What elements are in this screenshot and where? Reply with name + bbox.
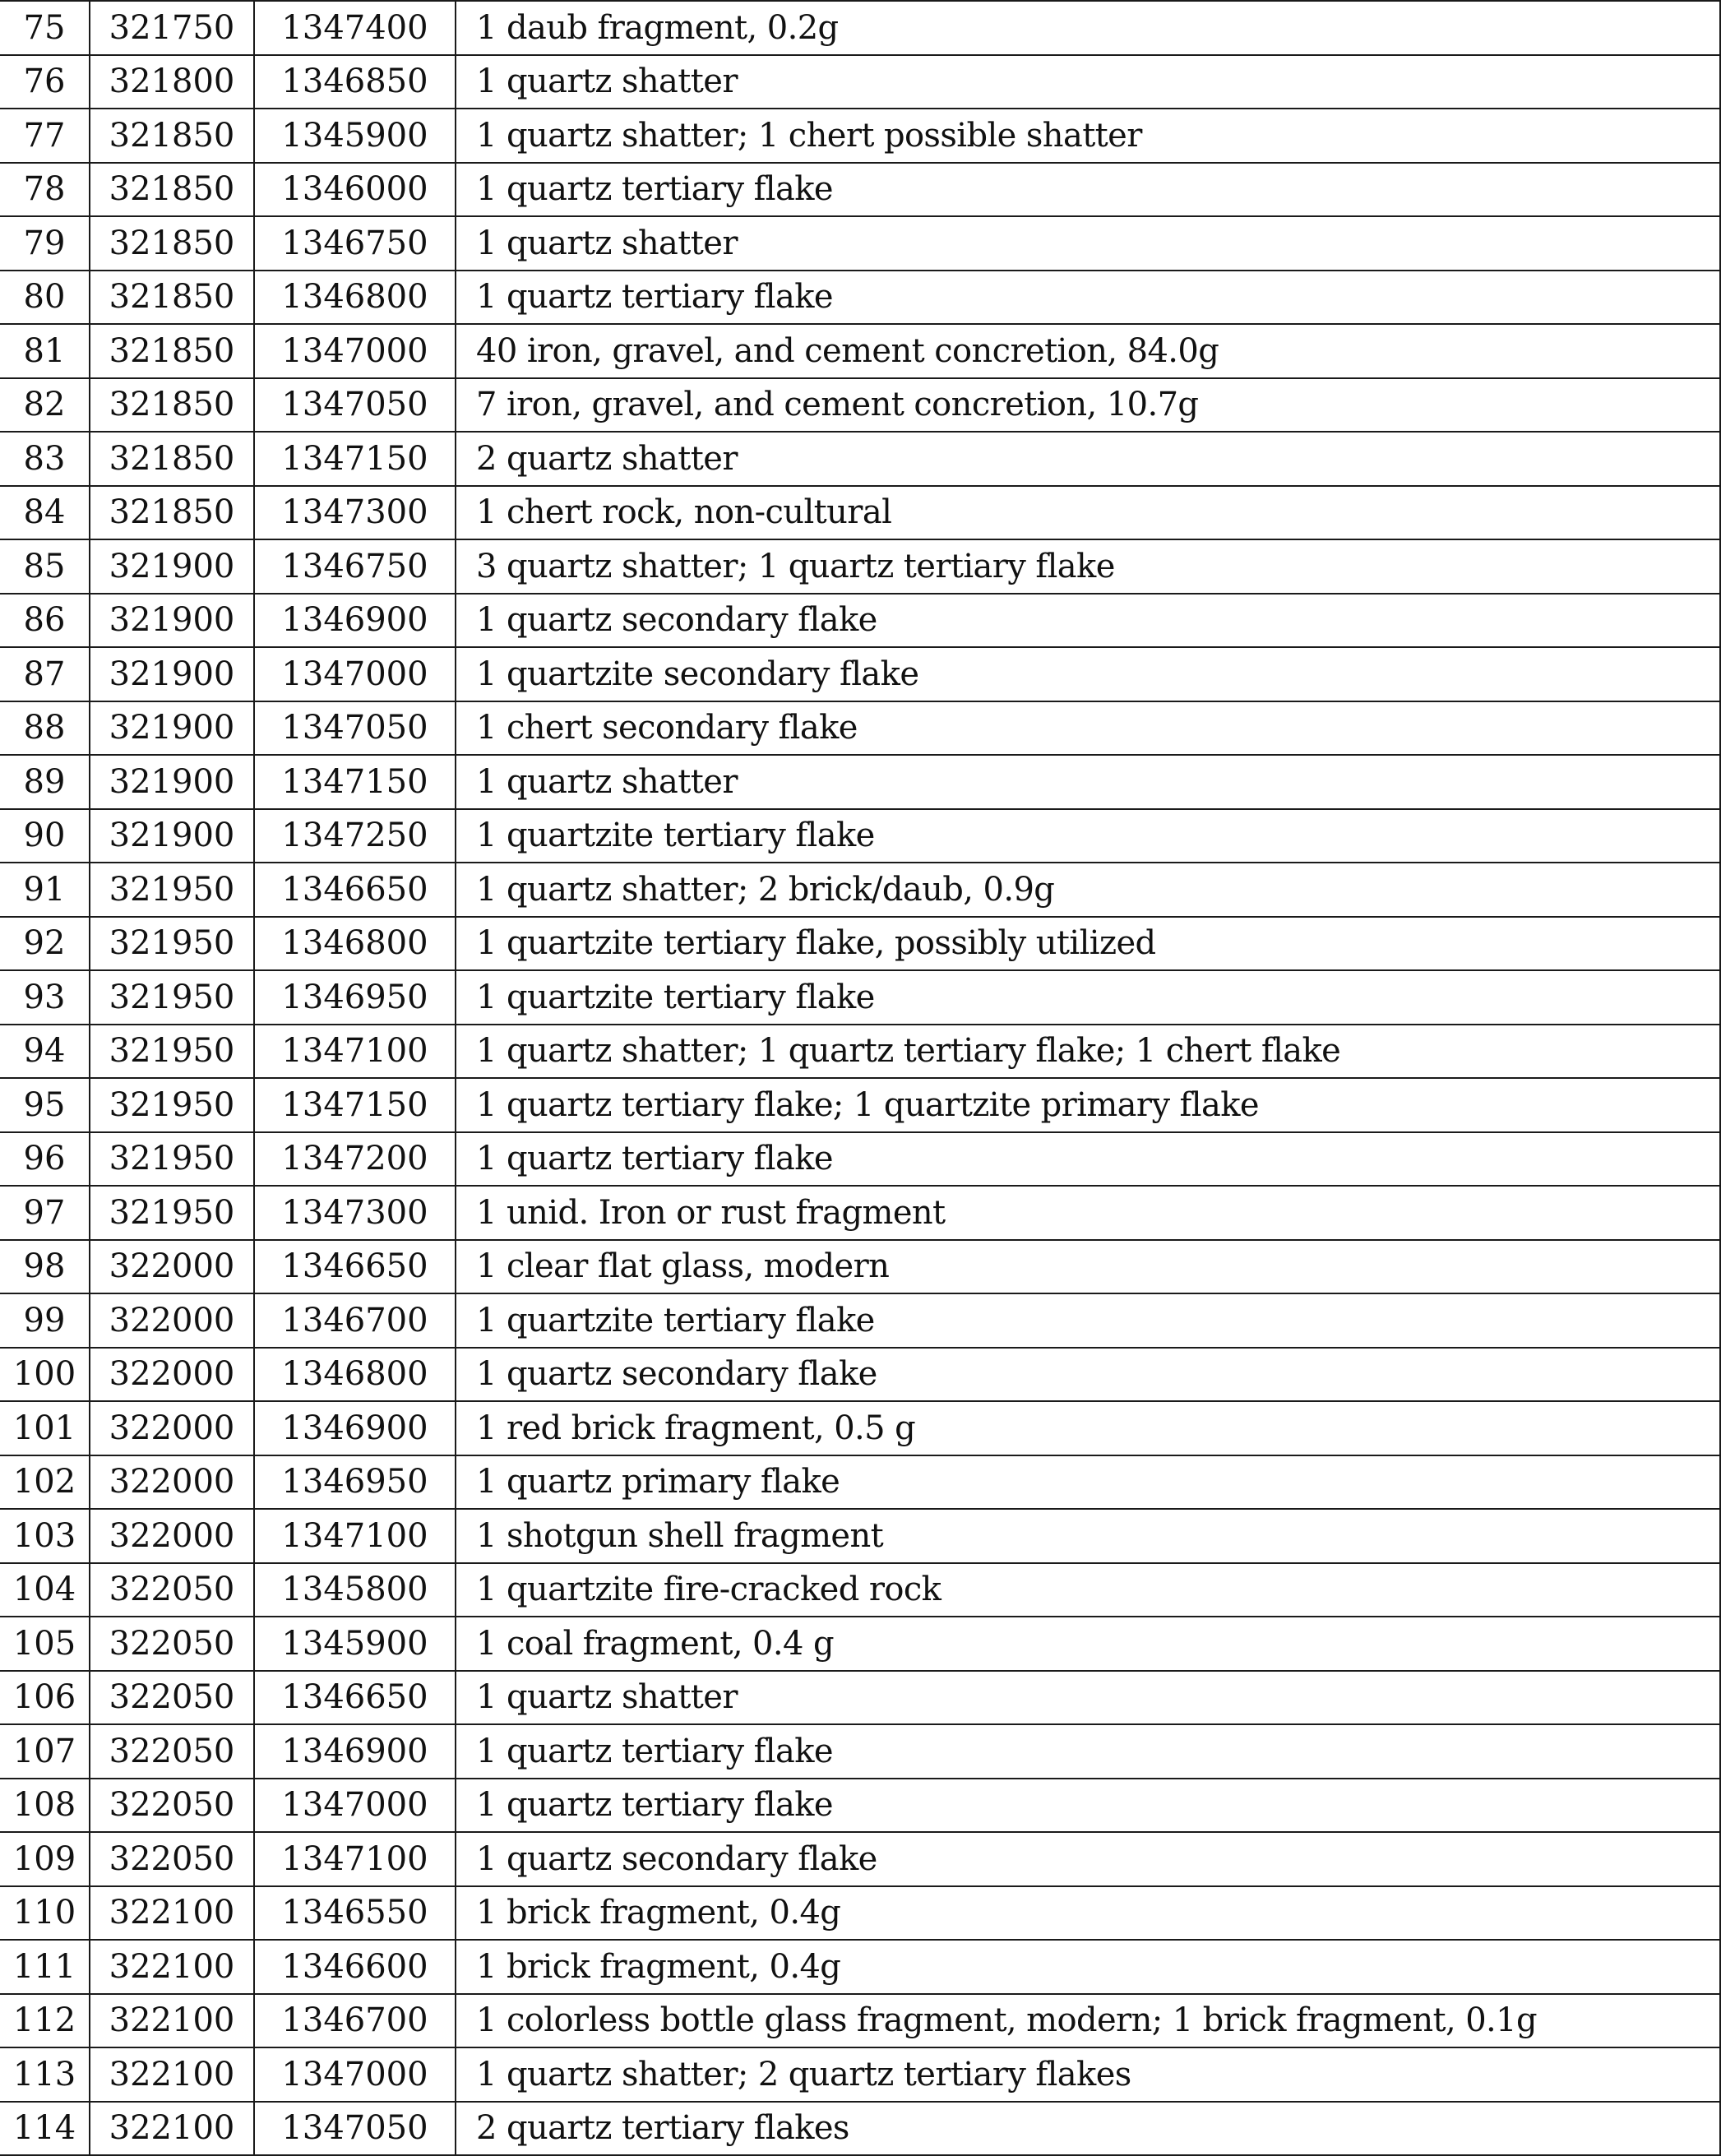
description-cell: 1 quartzite tertiary flake <box>456 809 1720 863</box>
description-cell: 1 quartzite tertiary flake, possibly utilized <box>456 917 1720 971</box>
table-row <box>0 970 1720 1025</box>
catalog-number-cell: 82 <box>0 378 90 433</box>
northing-cell: 1347000 <box>254 2047 456 2102</box>
northing-cell: 1347100 <box>254 1832 456 1886</box>
northing-cell: 1346800 <box>254 271 456 325</box>
description-cell: 1 daub fragment, 0.2g <box>456 1 1720 55</box>
catalog-number-cell: 89 <box>0 755 90 809</box>
northing-cell: 1347000 <box>254 324 456 378</box>
northing-cell: 1346900 <box>254 1724 456 1779</box>
description-cell: 1 brick fragment, 0.4g <box>456 1886 1720 1941</box>
table-row <box>0 1940 1720 1994</box>
catalog-number-cell: 93 <box>0 970 90 1025</box>
northing-cell: 1347000 <box>254 647 456 701</box>
description-cell: 1 shotgun shell fragment <box>456 1509 1720 1563</box>
easting-cell: 322100 <box>90 1886 254 1941</box>
easting-cell: 322050 <box>90 1724 254 1779</box>
description-cell: 1 quartz shatter <box>456 216 1720 271</box>
northing-cell: 1345900 <box>254 109 456 163</box>
table-row <box>0 1240 1720 1294</box>
catalog-number-cell: 87 <box>0 647 90 701</box>
catalog-number-cell: 107 <box>0 1724 90 1779</box>
easting-cell: 322000 <box>90 1401 254 1455</box>
easting-cell: 322000 <box>90 1509 254 1563</box>
northing-cell: 1346900 <box>254 1401 456 1455</box>
catalog-number-cell: 86 <box>0 594 90 648</box>
catalog-number-cell: 76 <box>0 55 90 109</box>
northing-cell: 1346800 <box>254 917 456 971</box>
catalog-number-cell: 90 <box>0 809 90 863</box>
northing-cell: 1345900 <box>254 1617 456 1671</box>
table-row <box>0 594 1720 648</box>
description-cell: 1 quartz tertiary flake <box>456 271 1720 325</box>
catalog-number-cell: 91 <box>0 863 90 917</box>
table-row <box>0 1 1720 55</box>
table-row <box>0 55 1720 109</box>
description-cell: 1 quartz tertiary flake <box>456 1779 1720 1833</box>
easting-cell: 322050 <box>90 1563 254 1617</box>
table-row <box>0 271 1720 325</box>
table-row <box>0 1724 1720 1779</box>
table-row <box>0 378 1720 433</box>
description-cell: 1 colorless bottle glass fragment, modern; 1 brick fragment, 0.1g <box>456 1994 1720 2048</box>
northing-cell: 1346700 <box>254 1994 456 2048</box>
northing-cell: 1345800 <box>254 1563 456 1617</box>
easting-cell: 321850 <box>90 432 254 486</box>
description-cell: 1 quartz tertiary flake <box>456 163 1720 217</box>
catalog-number-cell: 75 <box>0 1 90 55</box>
catalog-number-cell: 97 <box>0 1186 90 1240</box>
table-row <box>0 647 1720 701</box>
table-row <box>0 917 1720 971</box>
artifact-table-body <box>0 1 1720 2155</box>
easting-cell: 322100 <box>90 2047 254 2102</box>
table-row <box>0 2047 1720 2102</box>
description-cell: 1 quartz secondary flake <box>456 594 1720 648</box>
description-cell: 1 brick fragment, 0.4g <box>456 1940 1720 1994</box>
description-cell: 1 chert secondary flake <box>456 701 1720 756</box>
table-row <box>0 2102 1720 2156</box>
description-cell: 1 coal fragment, 0.4 g <box>456 1617 1720 1671</box>
catalog-number-cell: 84 <box>0 486 90 540</box>
catalog-number-cell: 113 <box>0 2047 90 2102</box>
table-row <box>0 1886 1720 1941</box>
easting-cell: 321850 <box>90 324 254 378</box>
easting-cell: 321950 <box>90 1132 254 1187</box>
description-cell: 2 quartz shatter <box>456 432 1720 486</box>
northing-cell: 1347150 <box>254 1078 456 1132</box>
table-row <box>0 1025 1720 1079</box>
northing-cell: 1347100 <box>254 1509 456 1563</box>
easting-cell: 321950 <box>90 1025 254 1079</box>
description-cell: 1 quartz shatter <box>456 55 1720 109</box>
easting-cell: 321800 <box>90 55 254 109</box>
easting-cell: 321900 <box>90 701 254 756</box>
northing-cell: 1347100 <box>254 1025 456 1079</box>
catalog-number-cell: 79 <box>0 216 90 271</box>
table-row <box>0 486 1720 540</box>
easting-cell: 321950 <box>90 863 254 917</box>
northing-cell: 1347400 <box>254 1 456 55</box>
catalog-number-cell: 101 <box>0 1401 90 1455</box>
easting-cell: 321950 <box>90 1186 254 1240</box>
table-row <box>0 863 1720 917</box>
catalog-number-cell: 88 <box>0 701 90 756</box>
description-cell: 1 quartz tertiary flake <box>456 1132 1720 1187</box>
catalog-number-cell: 78 <box>0 163 90 217</box>
easting-cell: 321850 <box>90 163 254 217</box>
northing-cell: 1347000 <box>254 1779 456 1833</box>
table-row <box>0 109 1720 163</box>
easting-cell: 322050 <box>90 1779 254 1833</box>
easting-cell: 321900 <box>90 809 254 863</box>
easting-cell: 322100 <box>90 1940 254 1994</box>
description-cell: 1 quartz shatter; 2 brick/daub, 0.9g <box>456 863 1720 917</box>
catalog-number-cell: 80 <box>0 271 90 325</box>
catalog-number-cell: 99 <box>0 1293 90 1348</box>
easting-cell: 321900 <box>90 647 254 701</box>
catalog-number-cell: 110 <box>0 1886 90 1941</box>
northing-cell: 1347300 <box>254 486 456 540</box>
easting-cell: 321850 <box>90 271 254 325</box>
description-cell: 7 iron, gravel, and cement concretion, 10.7g <box>456 378 1720 433</box>
northing-cell: 1346750 <box>254 216 456 271</box>
catalog-number-cell: 77 <box>0 109 90 163</box>
easting-cell: 321900 <box>90 755 254 809</box>
table-row <box>0 809 1720 863</box>
northing-cell: 1346550 <box>254 1886 456 1941</box>
description-cell: 1 quartzite tertiary flake <box>456 1293 1720 1348</box>
table-row <box>0 701 1720 756</box>
description-cell: 1 red brick fragment, 0.5 g <box>456 1401 1720 1455</box>
description-cell: 1 quartzite secondary flake <box>456 647 1720 701</box>
catalog-number-cell: 85 <box>0 539 90 594</box>
table-row <box>0 1779 1720 1833</box>
northing-cell: 1346000 <box>254 163 456 217</box>
table-row <box>0 1132 1720 1187</box>
table-row <box>0 1078 1720 1132</box>
description-cell: 1 quartz secondary flake <box>456 1348 1720 1402</box>
table-row <box>0 1832 1720 1886</box>
easting-cell: 321900 <box>90 539 254 594</box>
table-row <box>0 755 1720 809</box>
catalog-number-cell: 98 <box>0 1240 90 1294</box>
catalog-number-cell: 94 <box>0 1025 90 1079</box>
northing-cell: 1346650 <box>254 1671 456 1725</box>
easting-cell: 321950 <box>90 970 254 1025</box>
northing-cell: 1346800 <box>254 1348 456 1402</box>
table-row <box>0 1563 1720 1617</box>
northing-cell: 1346900 <box>254 594 456 648</box>
catalog-number-cell: 111 <box>0 1940 90 1994</box>
table-row <box>0 432 1720 486</box>
catalog-number-cell: 114 <box>0 2102 90 2156</box>
description-cell: 1 unid. Iron or rust fragment <box>456 1186 1720 1240</box>
easting-cell: 321850 <box>90 109 254 163</box>
catalog-number-cell: 103 <box>0 1509 90 1563</box>
catalog-number-cell: 92 <box>0 917 90 971</box>
northing-cell: 1346850 <box>254 55 456 109</box>
table-row <box>0 1617 1720 1671</box>
easting-cell: 322000 <box>90 1240 254 1294</box>
northing-cell: 1346650 <box>254 863 456 917</box>
table-row <box>0 324 1720 378</box>
description-cell: 2 quartz tertiary flakes <box>456 2102 1720 2156</box>
description-cell: 1 quartz tertiary flake <box>456 1724 1720 1779</box>
catalog-number-cell: 95 <box>0 1078 90 1132</box>
catalog-number-cell: 83 <box>0 432 90 486</box>
table-row <box>0 216 1720 271</box>
description-cell: 1 quartz shatter; 1 chert possible shatter <box>456 109 1720 163</box>
table-row <box>0 1293 1720 1348</box>
easting-cell: 322100 <box>90 2102 254 2156</box>
description-cell: 1 quartzite fire-cracked rock <box>456 1563 1720 1617</box>
catalog-number-cell: 96 <box>0 1132 90 1187</box>
northing-cell: 1347050 <box>254 2102 456 2156</box>
northing-cell: 1347050 <box>254 378 456 433</box>
easting-cell: 322050 <box>90 1671 254 1725</box>
northing-cell: 1347150 <box>254 755 456 809</box>
northing-cell: 1347050 <box>254 701 456 756</box>
description-cell: 40 iron, gravel, and cement concretion, 84.0g <box>456 324 1720 378</box>
catalog-number-cell: 106 <box>0 1671 90 1725</box>
table-row <box>0 1509 1720 1563</box>
northing-cell: 1346950 <box>254 970 456 1025</box>
northing-cell: 1346650 <box>254 1240 456 1294</box>
catalog-number-cell: 108 <box>0 1779 90 1833</box>
easting-cell: 321950 <box>90 1078 254 1132</box>
description-cell: 3 quartz shatter; 1 quartz tertiary flake <box>456 539 1720 594</box>
easting-cell: 321900 <box>90 594 254 648</box>
easting-cell: 321850 <box>90 378 254 433</box>
table-row <box>0 1186 1720 1240</box>
description-cell: 1 quartz primary flake <box>456 1455 1720 1510</box>
catalog-number-cell: 105 <box>0 1617 90 1671</box>
table-row <box>0 539 1720 594</box>
easting-cell: 321850 <box>90 216 254 271</box>
description-cell: 1 quartz shatter; 1 quartz tertiary flake; 1 chert flake <box>456 1025 1720 1079</box>
northing-cell: 1347200 <box>254 1132 456 1187</box>
northing-cell: 1346950 <box>254 1455 456 1510</box>
northing-cell: 1347150 <box>254 432 456 486</box>
table-row <box>0 1348 1720 1402</box>
easting-cell: 322000 <box>90 1293 254 1348</box>
northing-cell: 1346700 <box>254 1293 456 1348</box>
easting-cell: 321750 <box>90 1 254 55</box>
catalog-number-cell: 100 <box>0 1348 90 1402</box>
table-row <box>0 1671 1720 1725</box>
description-cell: 1 quartz tertiary flake; 1 quartzite primary flake <box>456 1078 1720 1132</box>
catalog-number-cell: 112 <box>0 1994 90 2048</box>
description-cell: 1 quartz shatter <box>456 755 1720 809</box>
catalog-number-cell: 109 <box>0 1832 90 1886</box>
table-row <box>0 163 1720 217</box>
easting-cell: 322100 <box>90 1994 254 2048</box>
catalog-number-cell: 104 <box>0 1563 90 1617</box>
easting-cell: 322050 <box>90 1832 254 1886</box>
description-cell: 1 chert rock, non-cultural <box>456 486 1720 540</box>
catalog-number-cell: 102 <box>0 1455 90 1510</box>
easting-cell: 321850 <box>90 486 254 540</box>
easting-cell: 322000 <box>90 1455 254 1510</box>
easting-cell: 322000 <box>90 1348 254 1402</box>
description-cell: 1 quartz shatter <box>456 1671 1720 1725</box>
easting-cell: 321950 <box>90 917 254 971</box>
northing-cell: 1346600 <box>254 1940 456 1994</box>
northing-cell: 1346750 <box>254 539 456 594</box>
description-cell: 1 quartz shatter; 2 quartz tertiary flakes <box>456 2047 1720 2102</box>
table-row <box>0 1994 1720 2048</box>
table-row <box>0 1401 1720 1455</box>
description-cell: 1 quartzite tertiary flake <box>456 970 1720 1025</box>
description-cell: 1 clear flat glass, modern <box>456 1240 1720 1294</box>
easting-cell: 322050 <box>90 1617 254 1671</box>
northing-cell: 1347300 <box>254 1186 456 1240</box>
description-cell: 1 quartz secondary flake <box>456 1832 1720 1886</box>
table-row <box>0 1455 1720 1510</box>
northing-cell: 1347250 <box>254 809 456 863</box>
catalog-number-cell: 81 <box>0 324 90 378</box>
